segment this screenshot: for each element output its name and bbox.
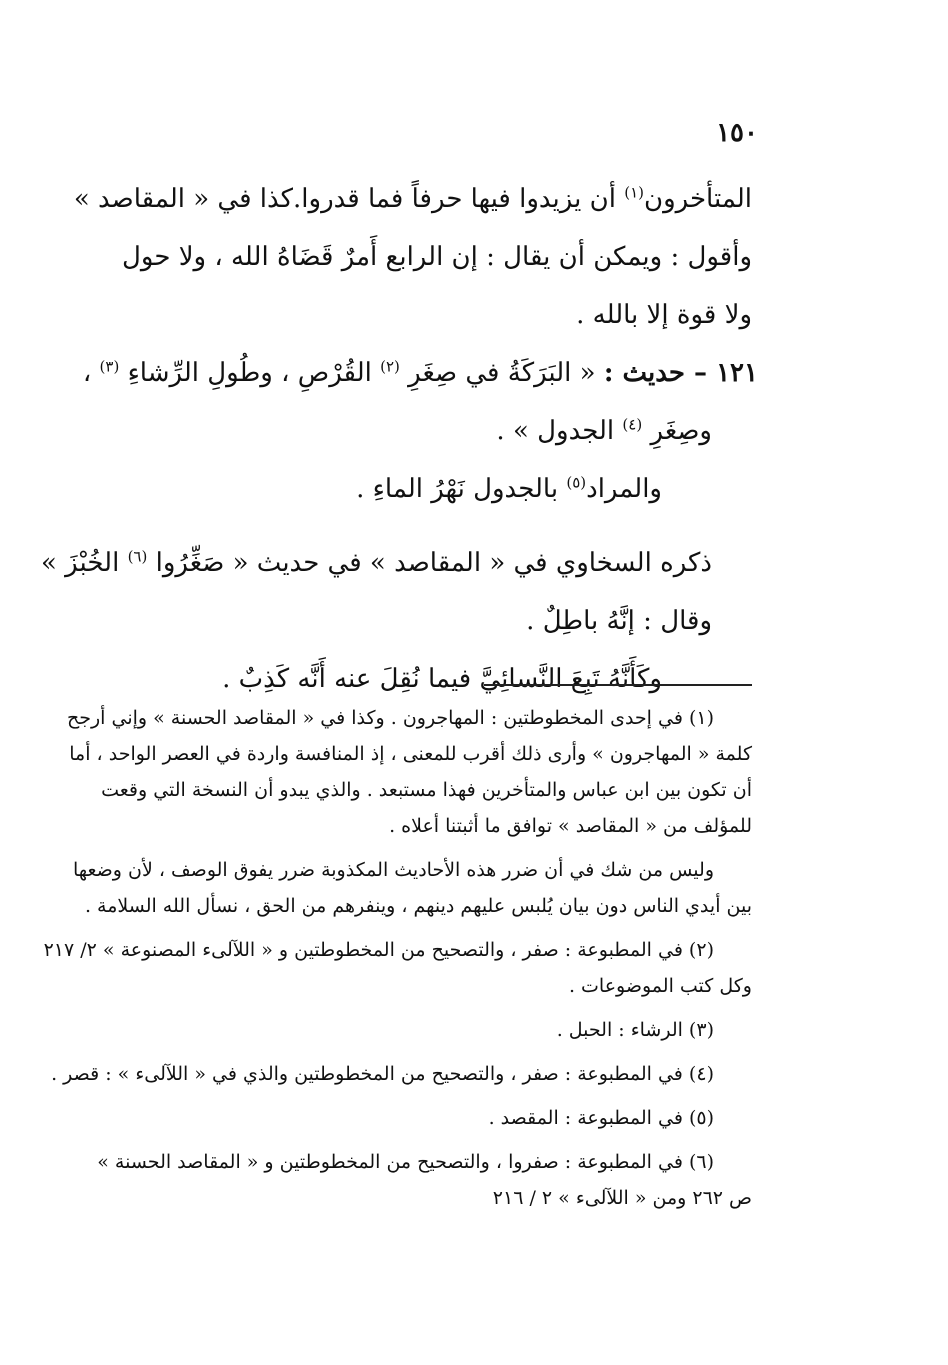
entry-line-5: وقال : إنَّهُ باطِلٌ . bbox=[526, 606, 712, 636]
text-segment: القُرْصِ ، وطُولِ الرِّشاءِ bbox=[119, 358, 381, 388]
text-segment: ذكره السخاوي في « المقاصد » في حديث « صَغِّرُوا bbox=[147, 548, 712, 578]
text-segment: أن يزيدوا فيها حرفاً فما قدروا.كذا في « المقاصد » bbox=[73, 184, 625, 214]
footnote-5: (٥) في المطبوعة : المقصد . bbox=[488, 1107, 714, 1129]
text-segment: والمراد bbox=[586, 474, 662, 504]
text-segment: بالجدول نَهْرُ الماءِ . bbox=[356, 474, 567, 504]
footnote-3: (٣) الرشاء : الحبل . bbox=[556, 1019, 714, 1041]
text-segment: ، bbox=[82, 358, 100, 388]
footnote-1-line-3: أن تكون بين ابن عباس والمتأخرين فهذا مستبعد . والذي يبدو أن النسخة التي وقعت bbox=[101, 779, 752, 801]
footnote-ref-1[interactable]: (١) bbox=[624, 183, 644, 202]
footnote-1b-line-2: بين أيدي الناس دون بيان يُلبس عليهم دينهم ، وينفرهم من الحق ، نسأل الله السلامة . bbox=[84, 895, 752, 917]
text-segment: « البَرَكَةُ في صِغَرِ bbox=[399, 358, 604, 388]
entry-line-2 bbox=[82, 402, 752, 460]
page-number: ١٥٠ bbox=[716, 118, 758, 148]
footnote-1-line-2: كلمة « المهاجرون » وأرى ذلك أقرب للمعنى ، إذ المنافسة واردة في العصر الواحد ، أما bbox=[69, 743, 752, 765]
entry-dash: – bbox=[684, 358, 717, 388]
text-segment: وصِغَرِ bbox=[642, 416, 712, 446]
footnote-2-line-1: (٢) في المطبوعة : صفر ، والتصحيح من المخطوطتين و « اللآلىء المصنوعة » ٢/ ٢١٧ bbox=[43, 939, 714, 961]
footnote-ref-5[interactable]: (٥) bbox=[566, 473, 587, 492]
footnote-1b-line-1: وليس من شك في أن ضرر هذه الأحاديث المكذوبة ضرر يفوق الوصف ، لأن وضعها bbox=[72, 859, 714, 881]
footnote-divider bbox=[484, 684, 752, 686]
entry-label: حديث : bbox=[603, 358, 685, 388]
footnote-6-line-1: (٦) في المطبوعة : صفروا ، والتصحيح من المخطوطتين و « المقاصد الحسنة » bbox=[97, 1151, 714, 1173]
entry-line-6: وكَأَنَّهُ تَبِعَ النَّسائِيَّ فيما نُقِلَ عنه أَنَّه كَذِبٌ . bbox=[222, 664, 662, 694]
main-line-2: وأقول : ويمكن أن يقال : إن الرابع أَمرٌ قَضَاهُ الله ، ولا حول bbox=[122, 242, 752, 272]
footnote-6-line-2: ص ٢٦٢ ومن « اللآلىء » ٢ / ٢١٦ bbox=[492, 1187, 752, 1209]
main-text bbox=[41, 170, 758, 708]
footnotes bbox=[43, 700, 752, 1216]
footnote-ref-3[interactable]: (٣) bbox=[99, 357, 120, 376]
entry-line-4 bbox=[41, 534, 752, 592]
hadith-entry-121 bbox=[82, 344, 758, 402]
footnote-ref-4[interactable]: (٤) bbox=[622, 415, 643, 434]
footnote-4: (٤) في المطبوعة : صفر ، والتصحيح من المخطوطتين والذي في « اللآلىء » : قصر . bbox=[51, 1063, 714, 1085]
text-segment: الجدول » . bbox=[496, 416, 623, 446]
main-line-1 bbox=[73, 170, 752, 228]
text-segment: الخُبْزَ » bbox=[41, 548, 128, 578]
entry-number: ١٢١ bbox=[716, 358, 758, 388]
footnote-2-line-2: وكل كتب الموضوعات . bbox=[568, 975, 752, 997]
text-segment: المتأخرون bbox=[643, 184, 752, 214]
footnote-1-line-4: للمؤلف من « المقاصد » توافق ما أثبتنا أعلاه . bbox=[389, 815, 752, 837]
footnote-1-line-1: (١) في إحدى المخطوطتين : المهاجرون . وكذا في « المقاصد الحسنة » وإني أرجح bbox=[66, 707, 714, 729]
footnote-ref-6[interactable]: (٦) bbox=[127, 547, 148, 566]
footnote-ref-2[interactable]: (٢) bbox=[380, 357, 400, 376]
entry-line-3 bbox=[82, 460, 752, 518]
main-line-3: ولا قوة إلا بالله . bbox=[576, 300, 752, 330]
